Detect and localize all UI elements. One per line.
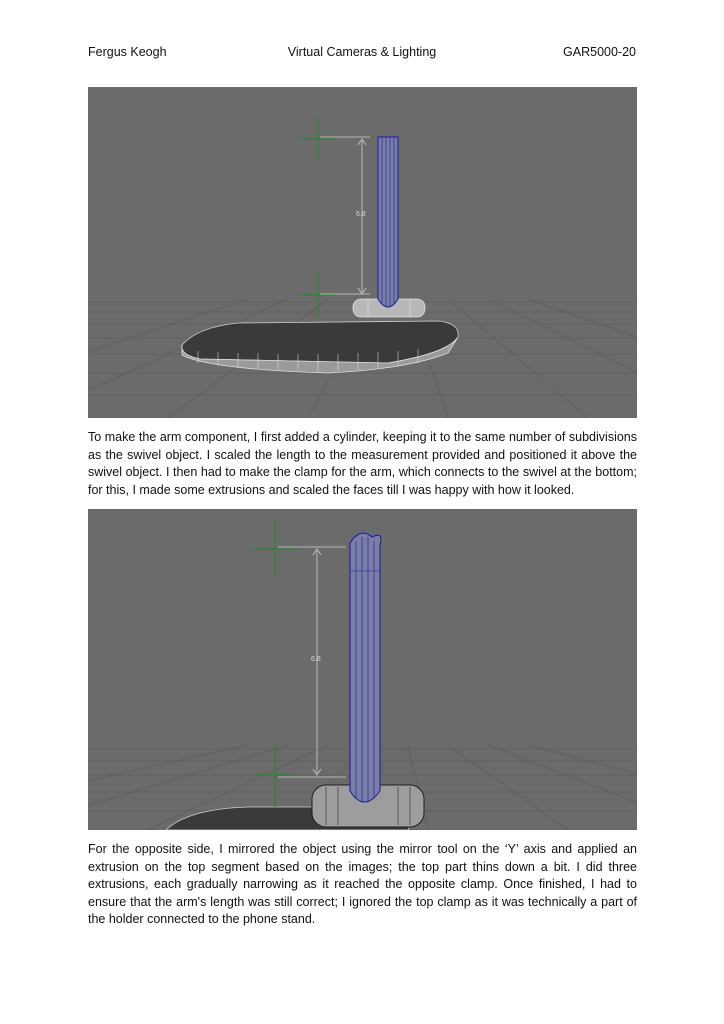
viewport-scene-2 <box>88 509 637 830</box>
pivot-gizmo <box>252 521 298 807</box>
paragraph-opposite-side: For the opposite side, I mirrored the object using the mirror tool on the ‘Y’ axis and applied an extrusion on the top segment based on the images; the top part thins down a bit. I did three extrusions, each gradually narrowing as it reached the opposite clamp. Once finished, I had to ensure that the arm's length was still correct; I ignored the top clamp as it was technically a part of the holder connected to the phone stand. <box>88 842 637 927</box>
header-title: Virtual Cameras & Lighting <box>287 45 437 59</box>
arm-mirrored <box>350 533 381 803</box>
header-code: GAR5000-20 <box>563 45 636 59</box>
pivot-gizmo <box>300 117 336 317</box>
measure-label: 6.8 <box>356 211 366 218</box>
viewport-render-2 <box>88 509 637 830</box>
viewport-render-1 <box>88 87 637 418</box>
viewport-scene-1 <box>88 87 637 418</box>
header-author: Fergus Keogh <box>88 45 167 59</box>
arm-cylinder <box>378 137 398 307</box>
paragraph-arm-component: To make the arm component, I first added a cylinder, keeping it to the same number of subdivisions as the swivel object. I scaled the length to the measurement provided and positioned it above the swivel object. I then had to make the clamp for the arm, which connects to the swivel at the bottom; for this, I made some extrusions and scaled the faces till I was happy with how it looked. <box>88 430 637 497</box>
measure-label: 6.8 <box>311 656 321 663</box>
stand-base <box>182 321 458 373</box>
